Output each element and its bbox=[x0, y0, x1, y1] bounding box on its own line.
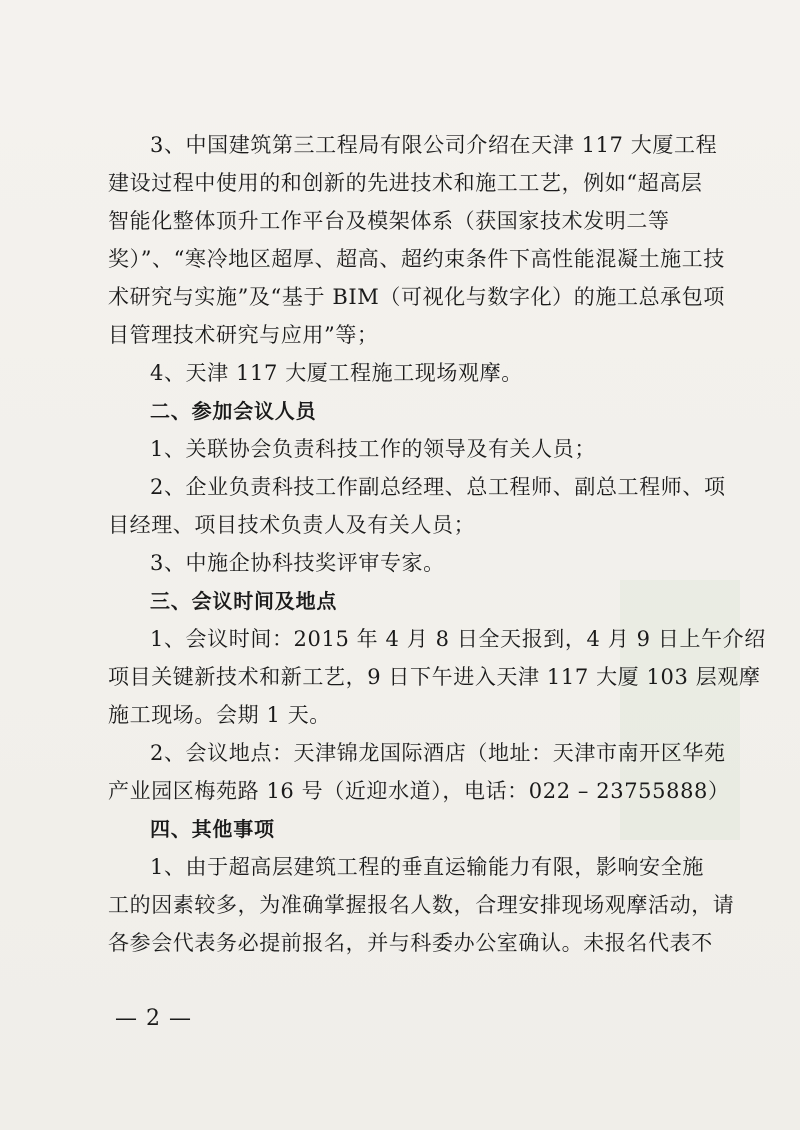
document-body bbox=[108, 126, 766, 962]
list-item bbox=[108, 848, 735, 962]
paragraph-first-line: 2、会议地点：天津锦龙国际酒店（地址：天津市南开区华苑 bbox=[150, 741, 726, 765]
paragraph-line: 项目关键新技术和新工艺，9 日下午进入天津 117 大厦 103 层观摩 bbox=[108, 665, 761, 689]
list-item bbox=[108, 620, 766, 734]
list-item bbox=[108, 354, 694, 392]
page-number: — 2 — bbox=[115, 1006, 192, 1031]
paragraph-first-line: 2、企业负责科技工作副总经理、总工程师、副总工程师、项 bbox=[150, 475, 726, 499]
paragraph-first-line: 1、关联协会负责科技工作的领导及有关人员； bbox=[150, 437, 596, 461]
paragraph-first-line: 3、中国建筑第三工程局有限公司介绍在天津 117 大厦工程 bbox=[150, 133, 718, 157]
list-item bbox=[108, 734, 730, 810]
paragraph-line: 施工现场。会期 1 天。 bbox=[108, 703, 331, 727]
list-item bbox=[108, 430, 694, 468]
paragraph-line: 目管理技术研究与应用”等； bbox=[108, 323, 379, 347]
list-item bbox=[108, 126, 725, 354]
paragraph-line: 建设过程中使用的和创新的先进技术和施工工艺，例如“超高层 bbox=[108, 171, 703, 195]
paragraph-first-line: 1、会议时间：2015 年 4 月 8 日全天报到，4 月 9 日上午介绍 bbox=[150, 627, 766, 651]
paragraph-first-line: 4、天津 117 大厦工程施工现场观摩。 bbox=[150, 361, 523, 385]
section-heading: 二、参加会议人员 bbox=[150, 399, 317, 423]
paragraph-line: 目经理、项目技术负责人及有关人员； bbox=[108, 513, 476, 537]
paragraph-line: 产业园区梅苑路 16 号（近迎水道），电话：022 – 23755888） bbox=[108, 779, 730, 803]
paragraph-line: 各参会代表务必提前报名，并与科委办公室确认。未报名代表不 bbox=[108, 931, 713, 955]
paragraph-line: 工的因素较多，为准确掌握报名人数，合理安排现场观摩活动，请 bbox=[108, 893, 735, 917]
list-item bbox=[108, 544, 694, 582]
section-heading: 四、其他事项 bbox=[150, 817, 275, 841]
paragraph-line: 奖）”、“寒冷地区超厚、超高、超约束条件下高性能混凝土施工技 bbox=[108, 247, 725, 271]
section-heading: 三、会议时间及地点 bbox=[150, 589, 338, 613]
paragraph-first-line: 3、中施企协科技奖评审专家。 bbox=[150, 551, 445, 575]
paragraph-first-line: 1、由于超高层建筑工程的垂直运输能力有限，影响安全施 bbox=[150, 855, 704, 879]
paragraph-line: 智能化整体顶升工作平台及模架体系（获国家技术发明二等 bbox=[108, 209, 670, 233]
list-item bbox=[108, 468, 726, 544]
paragraph-line: 术研究与实施”及“基于 BIM（可视化与数字化）的施工总承包项 bbox=[108, 285, 725, 309]
